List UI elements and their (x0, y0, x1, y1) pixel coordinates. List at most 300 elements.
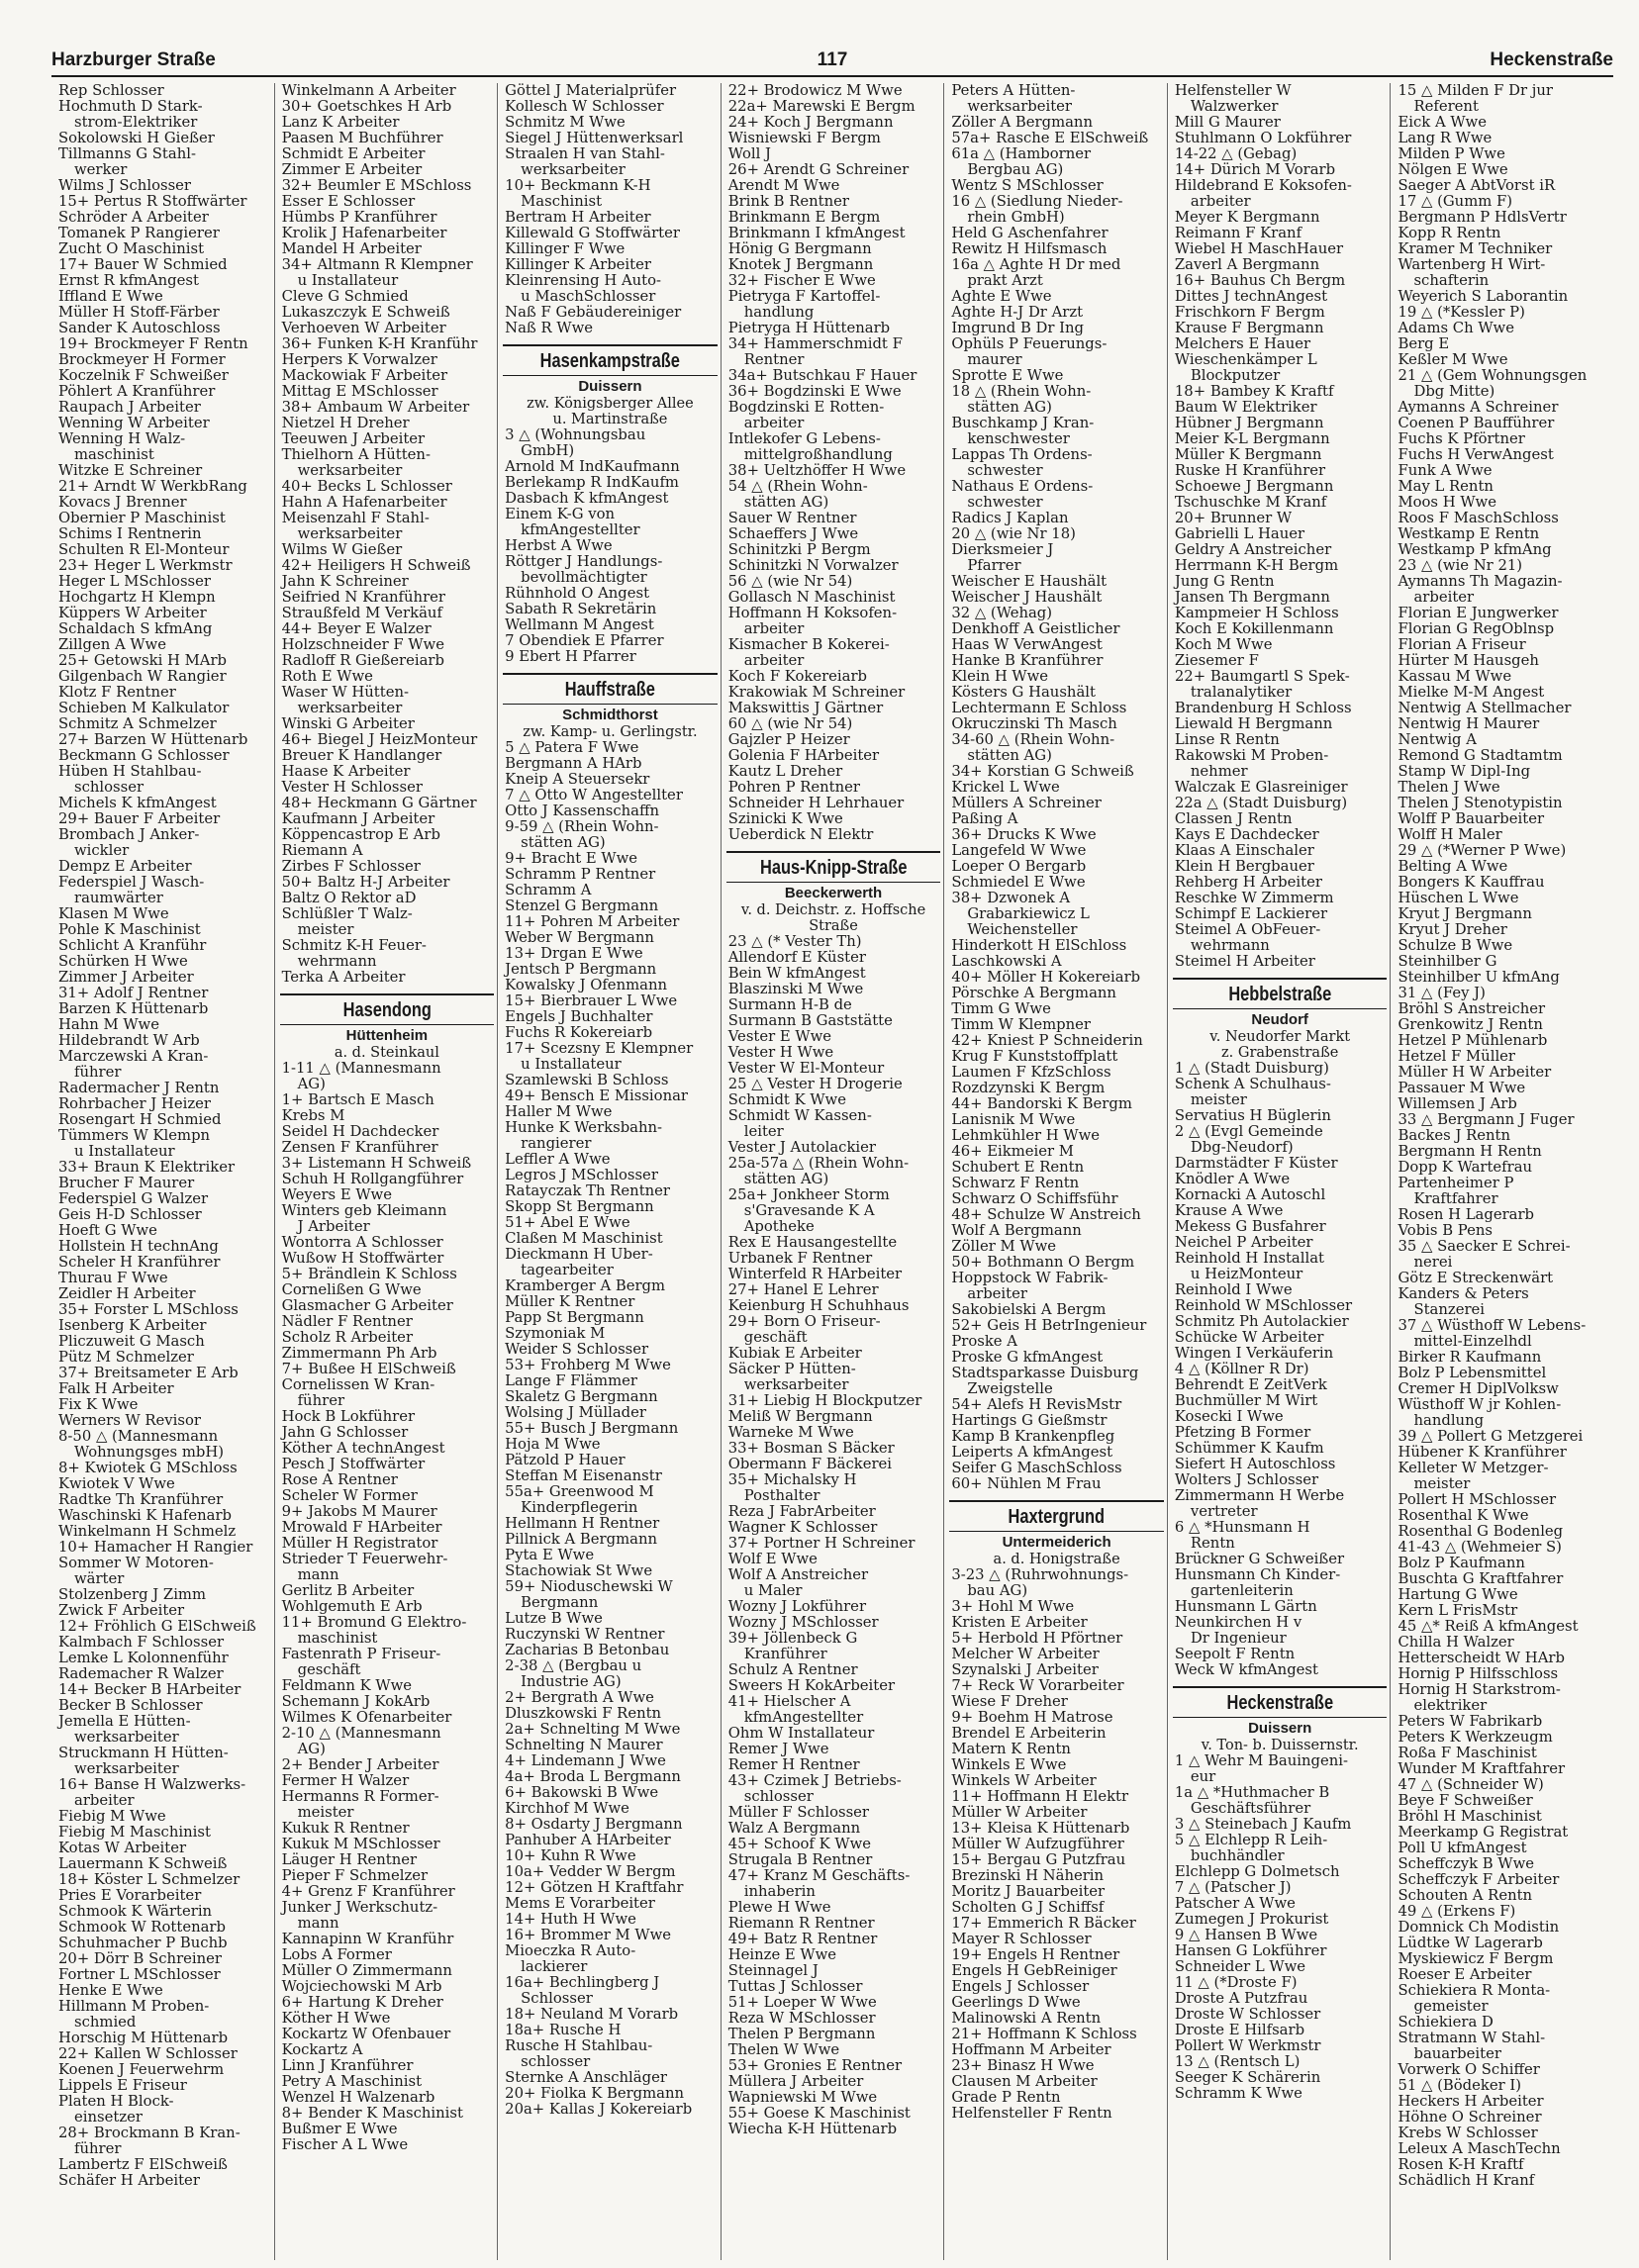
resident-entry: 50+ Baltz H-J Arbeiter (281, 875, 450, 891)
resident-entry: Schiekiera R Monta- (1398, 1983, 1551, 1999)
resident-entry: Feldmann K Wwe (281, 1678, 413, 1694)
entry-continuation: gartenleiterin (1190, 1583, 1294, 1599)
entry-continuation: schwester (967, 463, 1043, 479)
resident-entry: Ziesemer F (1174, 653, 1259, 669)
resident-entry: Mittag E MSchlosser (281, 384, 438, 400)
resident-entry: 39+ Jöllenbeck G (727, 1631, 858, 1647)
resident-entry: Belting A Wwe (1398, 859, 1508, 875)
resident-entry: 32+ Fischer E Wwe (727, 273, 876, 289)
resident-entry: Schmidt W Kassen- (727, 1108, 872, 1124)
resident-entry: Hartings G Gießmstr (951, 1413, 1108, 1429)
resident-entry: Straalen H van Stahl- (505, 146, 665, 162)
resident-entry: Stolzenberg J Zimm (58, 1587, 206, 1603)
resident-entry: Reinhold I Wwe (1174, 1282, 1293, 1298)
resident-entry: Meyer K Bergmann (1174, 210, 1320, 226)
entry-continuation: Bergbau AG) (967, 162, 1064, 178)
entry-continuation: vertreter (1190, 1504, 1258, 1520)
resident-entry: 10+ Beckmann K-H (505, 178, 651, 194)
entry-continuation: raumwärter (74, 891, 163, 906)
resident-entry: Schmitz K-H Feuer- (281, 938, 427, 954)
resident-entry: Kramberger A Bergm (505, 1278, 666, 1294)
resident-entry: Koch M Wwe (1174, 637, 1273, 653)
resident-entry: Pfetzing B Former (1174, 1425, 1311, 1441)
resident-entry: 14+ Dürich M Vorarb (1174, 162, 1336, 178)
resident-entry: Winkelmann H Schmelz (58, 1524, 237, 1540)
resident-entry: Mrowald F HArbeiter (281, 1520, 442, 1536)
resident-entry: Hahn A Hafenarbeiter (281, 495, 447, 511)
resident-entry: 3+ Listemann H Schweiß (281, 1156, 472, 1172)
resident-entry: Rühnhold O Angest (505, 586, 650, 602)
resident-entry: Naß R Wwe (505, 321, 593, 336)
resident-entry: Krause A Wwe (1174, 1203, 1284, 1219)
resident-entry: Bein W kfmAngest (727, 966, 866, 982)
resident-entry: Peters A Hütten- (951, 83, 1076, 99)
resident-entry: Pollert H MSchlosser (1398, 1492, 1557, 1508)
resident-entry: Siegel J Hüttenwerksarl (505, 131, 684, 146)
resident-entry: 18+ Köster L Schmelzer (58, 1872, 241, 1888)
resident-entry: Schieben M Kalkulator (58, 701, 230, 716)
resident-entry: Zöller M Wwe (951, 1239, 1056, 1255)
resident-entry: Domnick Ch Modistin (1398, 1920, 1560, 1936)
entry-continuation: u Installateur (521, 1057, 622, 1073)
resident-entry: Intlekofer G Lebens- (727, 431, 881, 447)
resident-entry: Becker B Schlosser (58, 1698, 203, 1714)
resident-entry: Krickel L Wwe (951, 780, 1060, 796)
resident-entry: Koczelnik F Schweißer (58, 368, 229, 384)
resident-entry: Florian A Friseur (1398, 637, 1526, 653)
resident-entry: Kays E Dachdecker (1174, 827, 1319, 843)
resident-entry: Winkels W Arbeiter (951, 1773, 1097, 1789)
resident-entry: Warneke M Wwe (727, 1425, 854, 1441)
resident-entry: 46+ Eikmeier M (951, 1144, 1074, 1160)
resident-entry: Thielhorn A Hütten- (281, 447, 431, 463)
resident-entry: Steimel A ObFeuer- (1174, 922, 1321, 938)
resident-entry: Denkhoff A Geistlicher (951, 621, 1120, 637)
resident-entry: Willemsen J Arb (1398, 1096, 1517, 1112)
resident-entry: Kassau M Wwe (1398, 669, 1512, 685)
resident-entry: Küppers W Arbeiter (58, 606, 207, 621)
resident-entry: 23+ Heger L Werkmstr (58, 558, 233, 574)
street-location-note: zw. Königsberger Allee (527, 396, 694, 412)
entry-continuation: werksarbeiter (521, 162, 626, 178)
resident-entry: Klaas A Einschaler (1174, 843, 1314, 859)
resident-entry: Riemann A (281, 843, 363, 859)
resident-entry: 2-10 △ (Mannesmann (281, 1726, 441, 1742)
resident-entry: 15 △ Milden F Dr jur (1398, 83, 1553, 99)
entry-continuation: Schlosser (521, 1991, 593, 2007)
entry-continuation: tralanalytiker (1190, 685, 1293, 701)
resident-entry: Klasen M Wwe (58, 906, 169, 922)
resident-entry: Krakowiak M Schreiner (727, 685, 906, 701)
resident-entry: Schmiedel E Wwe (951, 875, 1086, 891)
resident-entry: Höhne O Schreiner (1398, 2110, 1542, 2126)
entry-continuation: führer (74, 2141, 122, 2157)
entry-continuation: Pfarrer (967, 558, 1021, 574)
resident-entry: 3+ Hohl M Wwe (951, 1599, 1075, 1615)
resident-entry: Kannapinn W Kranführ (281, 1932, 454, 1947)
resident-entry: Aghte E Wwe (951, 289, 1052, 305)
resident-entry: Loeper O Bergarb (951, 859, 1087, 875)
entry-continuation: Kranführer (743, 1647, 827, 1662)
entry-continuation: werksarbeiter (297, 526, 403, 542)
resident-entry: Wilms W Gießer (281, 542, 403, 558)
entry-continuation: werksarbeiter (74, 1761, 179, 1777)
resident-entry: Hübener K Kranführer (1398, 1445, 1567, 1461)
resident-entry: 4 △ (Köllner R Dr) (1174, 1362, 1309, 1377)
entry-continuation: u HeizMonteur (1190, 1267, 1303, 1282)
resident-entry: Zucht O Maschinist (58, 241, 205, 257)
resident-entry: Beckmann G Schlosser (58, 748, 230, 764)
resident-entry: Kowalsky J Ofenmann (505, 978, 668, 993)
resident-entry: Nentwig A Stellmacher (1398, 701, 1572, 716)
resident-entry: Lanz K Arbeiter (281, 115, 400, 131)
resident-entry: Buschta G Kraftfahrer (1398, 1571, 1564, 1587)
resident-entry: Müller K Bergmann (1174, 447, 1322, 463)
resident-entry: Melchers E Hauer (1174, 336, 1311, 352)
street-heading-text: Heckenstraße (1226, 1692, 1333, 1714)
resident-entry: Baltz O Rektor aD (281, 891, 417, 906)
street-heading (503, 344, 718, 376)
resident-entry: Wenning W Arbeiter (58, 416, 210, 431)
resident-entry: 4a+ Broda L Bergmann (505, 1769, 681, 1785)
resident-entry: Rademacher R Walzer (58, 1666, 224, 1682)
resident-entry: Wojciechowski M Arb (281, 1979, 442, 1995)
resident-entry: Schröder A Arbeiter (58, 210, 209, 226)
resident-entry: Müller W Aufzugführer (951, 1837, 1124, 1852)
resident-entry: Müller H Stoff-Färber (58, 305, 220, 321)
page-number: 117 (817, 49, 848, 70)
resident-entry: Rewitz H Hilfsmasch (951, 241, 1108, 257)
resident-entry: Gollasch N Maschinist (727, 590, 896, 606)
resident-entry: 25a+ Jonkheer Storm (727, 1187, 890, 1203)
resident-entry: Schücke W Arbeiter (1174, 1330, 1324, 1346)
resident-entry: Reinhold H Installat (1174, 1251, 1324, 1267)
resident-entry: 34+ Hammerschmidt F (727, 336, 903, 352)
resident-entry: Hönig G Bergmann (727, 241, 872, 257)
resident-entry: Hornig H Starkstrom- (1398, 1682, 1561, 1698)
resident-entry: Hochgartz H Klempn (58, 590, 216, 606)
entry-continuation: werker (74, 162, 128, 178)
resident-entry: Hunsmann Ch Kinder- (1174, 1567, 1341, 1583)
resident-entry: 45 △* Reiß A kfmAngest (1398, 1619, 1579, 1635)
resident-entry: 51 △ (Bödeker I) (1398, 2078, 1521, 2094)
entry-continuation: werksarbeiter (297, 701, 403, 716)
entry-continuation: Referent (1413, 99, 1479, 115)
resident-entry: Wolf A Anstreicher (727, 1567, 869, 1583)
resident-entry: Westkamp P kfmAng (1398, 542, 1552, 558)
resident-entry: Mill G Maurer (1174, 115, 1281, 131)
resident-entry: Terka A Arbeiter (281, 970, 406, 986)
entry-continuation: stätten AG) (521, 835, 606, 851)
entry-continuation: mittelgroßhandlung (743, 447, 893, 463)
entry-continuation: meister (1190, 1092, 1247, 1108)
resident-entry: Roßa F Maschinist (1398, 1746, 1537, 1761)
resident-entry: Helfensteller W (1174, 83, 1292, 99)
entry-continuation: Industrie AG) (521, 1674, 622, 1690)
resident-entry: Naß F Gebäudereiniger (505, 305, 682, 321)
resident-entry: 5+ Herbold H Pförtner (951, 1631, 1123, 1647)
resident-entry: Brinkmann E Bergm (727, 210, 881, 226)
resident-entry: Haase K Arbeiter (281, 764, 411, 780)
resident-entry: Scheffczyk F Arbeiter (1398, 1872, 1560, 1888)
resident-entry: Pöhlert A Kranführer (58, 384, 216, 400)
resident-entry: Roos F MaschSchloss (1398, 511, 1559, 526)
resident-entry: 20+ Dörr B Schreiner (58, 1951, 223, 1967)
resident-entry: 9+ Bracht E Wwe (505, 851, 638, 867)
resident-entry: Moritz J Bauarbeiter (951, 1884, 1106, 1900)
resident-entry: Florian E Jungwerker (1398, 606, 1559, 621)
resident-entry: Schiekiera D (1398, 2015, 1494, 2031)
resident-entry: 9-59 △ (Rhein Wohn- (505, 819, 659, 835)
resident-entry: Grenkowitz J Rentn (1398, 1017, 1543, 1033)
resident-entry: Zeidler H Arbeiter (58, 1286, 196, 1302)
resident-entry: Röttger J Handlungs- (505, 554, 663, 570)
resident-entry: 60 △ (wie Nr 54) (727, 716, 853, 732)
resident-entry: Keßler M Wwe (1398, 352, 1508, 368)
resident-entry: Szinicki K Wwe (727, 811, 843, 827)
entry-continuation: meister (297, 1805, 354, 1821)
entry-continuation: werksarbeiter (297, 463, 403, 479)
entry-continuation: Stanzerei (1413, 1302, 1486, 1318)
resident-entry: Winski G Arbeiter (281, 716, 415, 732)
resident-entry: Szymoniak M (505, 1326, 606, 1342)
resident-entry: Sommer W Motoren- (58, 1556, 214, 1571)
resident-entry: Müller W Arbeiter (951, 1805, 1088, 1821)
resident-entry: Schneider H Lehrhauer (727, 796, 905, 811)
resident-entry: Steimel H Arbeiter (1174, 954, 1315, 970)
resident-entry: 47 △ (Schneider W) (1398, 1777, 1544, 1793)
entry-continuation: maurer (967, 352, 1022, 368)
resident-entry: Wingen I Verkäuferin (1174, 1346, 1334, 1362)
resident-entry: Pieper F Schmelzer (281, 1868, 429, 1884)
resident-entry: Leffler A Wwe (505, 1152, 611, 1168)
resident-entry: Lang R Wwe (1398, 131, 1493, 146)
entry-continuation: werksarbeiter (967, 99, 1073, 115)
resident-entry: Proske A (951, 1334, 1017, 1350)
resident-entry: Reimann F Kranf (1174, 226, 1302, 241)
resident-entry: 60+ Nühlen M Frau (951, 1476, 1102, 1492)
resident-entry: Partenheimer P (1398, 1176, 1514, 1191)
entry-continuation: nehmer (1190, 764, 1248, 780)
resident-entry: 57a+ Rasche E ElSchweiß (951, 131, 1149, 146)
resident-entry: 3 △ (Wohnungsbau (505, 427, 646, 443)
resident-entry: Kern L FrisMstr (1398, 1603, 1518, 1619)
resident-entry: Herrmann K-H Bergm (1174, 558, 1339, 574)
entry-continuation: AG) (297, 1742, 326, 1757)
resident-entry: Kaufmann J Arbeiter (281, 811, 435, 827)
resident-entry: 34+ Korstian G Schweiß (951, 764, 1134, 780)
resident-entry: 52+ Geis H BetrIngenieur (951, 1318, 1147, 1334)
resident-entry: 7+ Bußee H ElSchweiß (281, 1362, 456, 1377)
resident-entry: 11+ Pohren M Arbeiter (505, 914, 680, 930)
resident-entry: Kovacs J Brenner (58, 495, 187, 511)
resident-entry: Kosecki I Wwe (1174, 1409, 1284, 1425)
entry-continuation: eur (1190, 1769, 1216, 1785)
resident-entry: 35+ Michalsky H (727, 1472, 857, 1488)
resident-entry: Henke E Wwe (58, 1983, 163, 1999)
entry-continuation: handlung (1413, 1413, 1485, 1429)
resident-entry: 18+ Bambey K Kraftf (1174, 384, 1334, 400)
resident-entry: Berg E (1398, 336, 1450, 352)
resident-entry: 21 △ (Gem Wohnungsgen (1398, 368, 1588, 384)
entry-continuation: Bergmann (521, 1595, 599, 1611)
entry-continuation: elektriker (1413, 1698, 1488, 1714)
resident-entry: Meier K-L Bergmann (1174, 431, 1330, 447)
resident-entry: Kramer M Techniker (1398, 241, 1553, 257)
resident-entry: Cornelissen W Kran- (281, 1377, 435, 1393)
resident-entry: Radermacher J Rentn (58, 1081, 220, 1096)
resident-entry: Tillmanns G Stahl- (58, 146, 196, 162)
resident-entry: Thelen J Wwe (1398, 780, 1500, 796)
entry-continuation: AG) (297, 1077, 326, 1092)
resident-entry: Fuchs H VerwAngest (1398, 447, 1554, 463)
resident-entry: Stuhlmann O Lokführer (1174, 131, 1352, 146)
resident-entry: 2+ Bender J Arbeiter (281, 1757, 439, 1773)
resident-entry: 25+ Getowski H MArb (58, 653, 228, 669)
resident-entry: Schoewe J Bergmann (1174, 479, 1334, 495)
resident-entry: Hock B Lokführer (281, 1409, 416, 1425)
entry-continuation: strom-Elektriker (74, 115, 198, 131)
resident-entry: Brink B Rentner (727, 194, 849, 210)
resident-entry: 15+ Bierbrauer L Wwe (505, 993, 678, 1009)
resident-entry: Wenzel H Walzenarb (281, 2090, 435, 2106)
resident-entry: Thelen W Wwe (727, 2042, 840, 2058)
resident-entry: 17+ Emmerich R Bäcker (951, 1916, 1136, 1932)
resident-entry: Baum W Elektriker (1174, 400, 1317, 416)
resident-entry: Engels J Buchhalter (505, 1009, 653, 1025)
resident-entry: Funk A Wwe (1398, 463, 1493, 479)
resident-entry: 34-60 △ (Rhein Wohn- (951, 732, 1115, 748)
resident-entry: 33+ Bosman S Bäcker (727, 1441, 895, 1457)
resident-entry: Aghte H-J Dr Arzt (951, 305, 1084, 321)
resident-entry: 42+ Kniest P Schneiderin (951, 1033, 1143, 1049)
resident-entry: Federspiel J Wasch- (58, 875, 205, 891)
resident-entry: Wontorra A Schlosser (281, 1235, 443, 1251)
resident-entry: Vester H Schlosser (281, 780, 423, 796)
street-heading (280, 993, 495, 1025)
entry-continuation: Grabarkiewicz L (967, 906, 1090, 922)
resident-entry: Pietryga H Hüttenarb (727, 321, 891, 336)
resident-entry: 36+ Bogdzinski E Wwe (727, 384, 902, 400)
resident-entry: Klotz F Rentner (58, 685, 176, 701)
resident-entry: Dopp K Wartefrau (1398, 1160, 1533, 1176)
resident-entry: Kukuk R Rentner (281, 1821, 410, 1837)
resident-entry: Strieder T Feuerwehr- (281, 1552, 448, 1567)
entry-continuation: rangierer (521, 1136, 592, 1152)
street-heading-text: Hasenkampstraße (539, 350, 681, 372)
resident-entry: Schinitzki N Vorwalzer (727, 558, 899, 574)
resident-entry: 33+ Braun K Elektriker (58, 1160, 236, 1176)
resident-entry: Peters W Fabrikarb (1398, 1714, 1543, 1730)
entry-continuation: Maschinist (521, 194, 603, 210)
resident-entry: 16 △ (Siedlung Nieder- (951, 194, 1123, 210)
resident-entry: Kristen E Arbeiter (951, 1615, 1088, 1631)
resident-entry: Dieckmann H Über- (505, 1247, 653, 1263)
resident-entry: 6+ Hartung K Dreher (281, 1995, 443, 2011)
resident-entry: 10+ Kuhn R Wwe (505, 1848, 636, 1864)
resident-entry: Nädler F Rentner (281, 1314, 413, 1330)
resident-entry: Lanisnik M Wwe (951, 1112, 1076, 1128)
resident-entry: Westkamp E Rentn (1398, 526, 1540, 542)
resident-entry: Cornelißen G Wwe (281, 1282, 422, 1298)
resident-entry: Arendt M Wwe (727, 178, 840, 194)
resident-entry: Waschinski K Hafenarb (58, 1508, 233, 1524)
resident-entry: Ernst R kfmAngest (58, 273, 199, 289)
resident-entry: Müller F Schlosser (727, 1805, 869, 1821)
resident-entry: Seepolt F Rentn (1174, 1647, 1296, 1662)
resident-entry: Hinderkott H ElSchloss (951, 938, 1127, 954)
entry-continuation: stätten AG) (743, 1172, 829, 1187)
resident-entry: Bogdzinski E Rotten- (727, 400, 885, 416)
street-heading-text: Haus-Knipp-Straße (759, 857, 908, 879)
resident-entry: Kotas W Arbeiter (58, 1841, 187, 1856)
resident-entry: Wiebel H MaschHauer (1174, 241, 1344, 257)
resident-entry: Nentwig H Maurer (1398, 716, 1540, 732)
resident-entry: 44+ Beyer E Walzer (281, 621, 432, 637)
resident-entry: 6 △ *Hunsmann H (1174, 1520, 1310, 1536)
resident-entry: 23 △ (* Vester Th) (727, 934, 862, 950)
resident-entry: Killewald G Stoffwärter (505, 226, 680, 241)
entry-continuation: tagearbeiter (521, 1263, 614, 1278)
resident-entry: Schuhmacher P Buchb (58, 1936, 228, 1951)
resident-entry: Gerlitz B Arbeiter (281, 1583, 415, 1599)
resident-entry: Imgrund B Dr Ing (951, 321, 1085, 336)
resident-entry: Kollesch W Schlosser (505, 99, 664, 115)
resident-entry: Scholz R Arbeiter (281, 1330, 414, 1346)
resident-entry: Hümbs P Kranführer (281, 210, 437, 226)
resident-entry: Nathaus E Ordens- (951, 479, 1094, 495)
resident-entry: Kukuk M MSchlosser (281, 1837, 440, 1852)
resident-entry: 44+ Bandorski K Bergm (951, 1096, 1132, 1112)
resident-entry: Geldry A Anstreicher (1174, 542, 1332, 558)
entry-continuation: lackierer (521, 1959, 588, 1975)
resident-entry: Brendel E Arbeiterin (951, 1726, 1107, 1742)
resident-entry: Gilgenbach W Rangier (58, 669, 227, 685)
resident-entry: Schramm K Wwe (1174, 2086, 1302, 2102)
resident-entry: Cleve G Schmied (281, 289, 409, 305)
resident-entry: Stamp W Dipl-Ing (1398, 764, 1531, 780)
resident-entry: Brockmeyer H Former (58, 352, 226, 368)
resident-entry: Jahn G Schlosser (281, 1425, 409, 1441)
resident-entry: Coenen P Baufführer (1398, 416, 1555, 431)
resident-entry: Brückner G Schweißer (1174, 1552, 1345, 1567)
resident-entry: Kismacher B Kokerei- (727, 637, 890, 653)
resident-entry: Brombach J Anker- (58, 827, 200, 843)
resident-entry: Bergmann A HArb (505, 756, 642, 772)
resident-entry: 7 △ (Patscher J) (1174, 1880, 1292, 1896)
entry-continuation: wärter (74, 1571, 125, 1587)
resident-entry: Kleinrensing H Auto- (505, 273, 662, 289)
resident-entry: Dierksmeier J (951, 542, 1054, 558)
resident-entry: 48+ Schulze W Anstreich (951, 1207, 1141, 1223)
resident-entry: Fastenrath P Friseur- (281, 1647, 441, 1662)
street-location-note: z. Grabenstraße (1221, 1045, 1339, 1061)
entry-continuation: meister (297, 922, 354, 938)
resident-entry: Weyers E Wwe (281, 1187, 392, 1203)
resident-entry: 43+ Czimek J Betriebs- (727, 1773, 902, 1789)
resident-entry: Koch E Kokillenmann (1174, 621, 1334, 637)
resident-entry: 61a △ (Hamborner (951, 146, 1092, 162)
resident-entry: 20+ Fiolka K Bergmann (505, 2086, 685, 2102)
resident-entry: Darmstädter F Küster (1174, 1156, 1338, 1172)
resident-entry: 5 △ Elchlepp R Leih- (1174, 1833, 1328, 1848)
resident-entry: Schmitz A Schmelzer (58, 716, 217, 732)
column-2 (274, 83, 498, 2260)
entry-continuation: nerei (1413, 1255, 1453, 1271)
resident-entry: 19+ Engels H Rentner (951, 1947, 1120, 1963)
resident-entry: Vester E Wwe (727, 1029, 832, 1045)
resident-entry: Bertram H Arbeiter (505, 210, 651, 226)
